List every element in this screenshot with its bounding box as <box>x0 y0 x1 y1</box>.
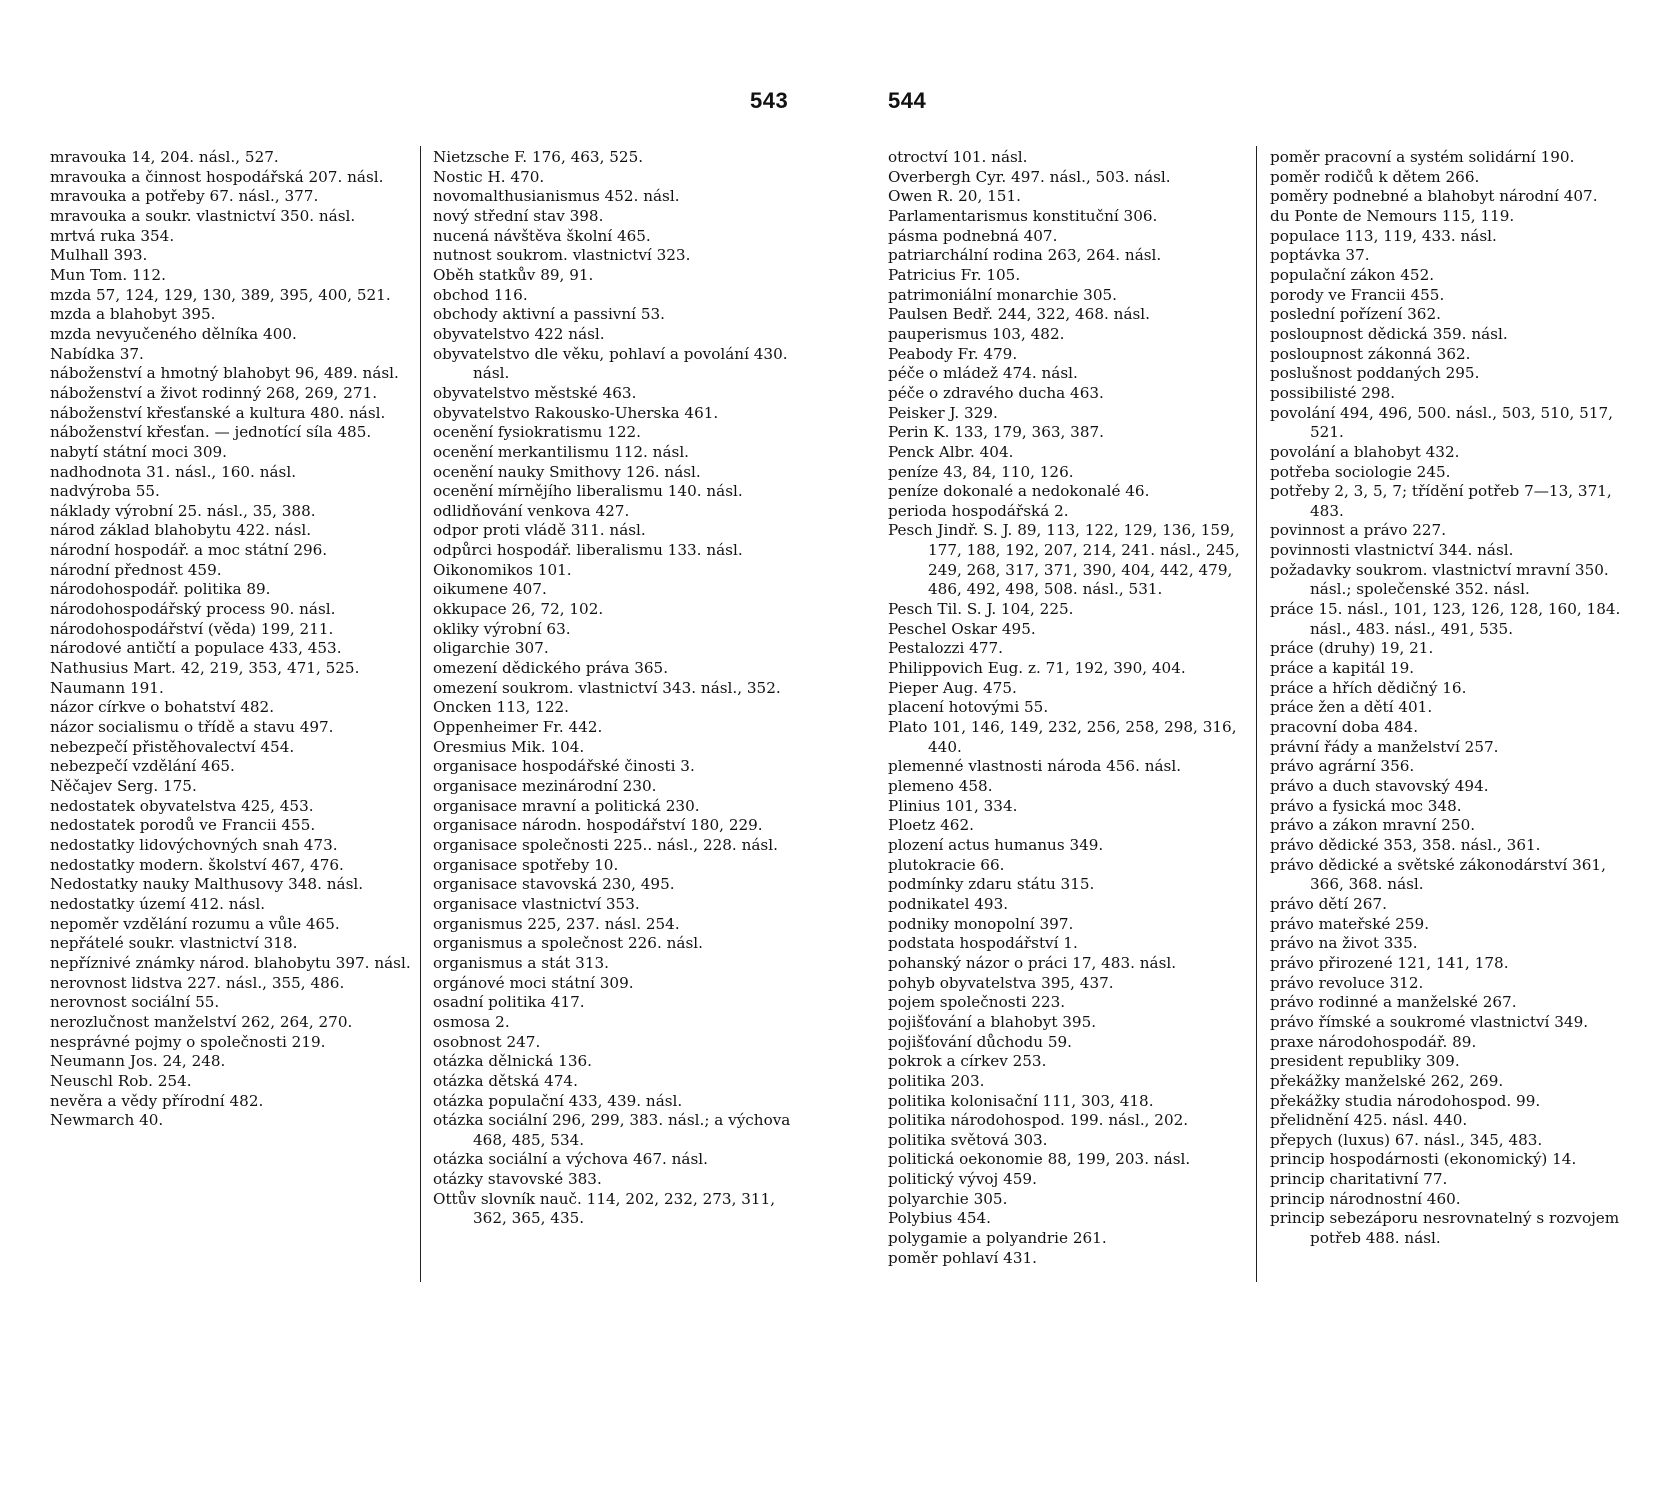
index-entry: Neuschl Rob. 254. <box>50 1071 192 1090</box>
index-entry: poptávka 37. <box>1270 246 1370 265</box>
index-entry: nepoměr vzdělání rozumu a vůle 465. <box>50 914 340 933</box>
index-entry: princip hospodárnosti (ekonomický) 14. <box>1270 1150 1577 1169</box>
index-entry: nepřátelé soukr. vlastnictví 318. <box>50 934 298 953</box>
index-entry: nedostatek porodů ve Francii 455. <box>50 816 316 835</box>
index-entry: otázka dělnická 136. <box>433 1052 593 1071</box>
index-column-3 <box>888 148 1250 1268</box>
index-entry: podniky monopolní 397. <box>888 914 1074 933</box>
index-entry: plemeno 458. <box>888 777 993 795</box>
index-entry: náboženství křesťan. — jednotící síla 485. <box>50 423 372 442</box>
index-entry: poměr pohlaví 431. <box>888 1248 1037 1267</box>
index-entry: Ottův slovník nauč. 114, 202, 232, 273, 311, 362, 365, 435. <box>433 1189 776 1228</box>
index-entry: náboženství křesťanské a kultura 480. násl. <box>50 403 386 422</box>
index-entry: otázka dětská 474. <box>433 1071 578 1090</box>
index-entry: oligarchie 307. <box>433 639 549 658</box>
index-entry: princip charitativní 77. <box>1270 1170 1448 1189</box>
index-entry: mravouka a soukr. vlastnictví 350. násl. <box>50 206 356 225</box>
index-entry: possibilisté 298. <box>1270 383 1396 402</box>
index-entry: Paulsen Bedř. 244, 322, 468. násl. <box>888 305 1150 324</box>
index-entry: otázka sociální a výchova 467. násl. <box>433 1150 708 1169</box>
index-entry: nucená návštěva školní 465. <box>433 226 651 245</box>
index-entry: ocenění merkantilismu 112. násl. <box>433 442 689 461</box>
index-entry: obyvatelstvo dle věku, pohlaví a povolání 430. násl. <box>433 344 788 383</box>
index-entry: národové antičtí a populace 433, 453. <box>50 639 342 658</box>
index-entry: právo rodinné a manželské 267. <box>1270 993 1517 1012</box>
index-entry: pohyb obyvatelstva 395, 437. <box>888 973 1114 992</box>
index-entry: národohospodářství (věda) 199, 211. <box>50 619 334 638</box>
index-entry: národ základ blahobytu 422. násl. <box>50 521 312 540</box>
index-entry: mzda nevyučeného dělníka 400. <box>50 324 297 343</box>
index-entry: peníze 43, 84, 110, 126. <box>888 462 1074 481</box>
index-entry: polyarchie 305. <box>888 1189 1008 1208</box>
index-entry: náklady výrobní 25. násl., 35, 388. <box>50 501 316 520</box>
index-entry: nutnost soukrom. vlastnictví 323. <box>433 246 691 265</box>
index-entry: otázka populační 433, 439. násl. <box>433 1091 683 1110</box>
index-entry: pokrok a církev 253. <box>888 1052 1047 1071</box>
index-entry: obyvatelstvo Rakousko-Uherska 461. <box>433 403 719 422</box>
index-entry: poslušnost poddaných 295. <box>1270 364 1480 383</box>
index-entry: pásma podnebná 407. <box>888 226 1058 245</box>
index-entry: organismus 225, 237. násl. 254. <box>433 914 680 933</box>
index-entry: názor socialismu o třídě a stavu 497. <box>50 718 334 737</box>
index-entry: Pestalozzi 477. <box>888 639 1003 658</box>
index-entry: Oppenheimer Fr. 442. <box>433 718 603 737</box>
index-entry: právní řády a manželství 257. <box>1270 737 1499 756</box>
index-entry: práce 15. násl., 101, 123, 126, 128, 160, 184. násl., 483. násl., 491, 535. <box>1270 600 1621 638</box>
index-entry: otroctví 101. násl. <box>888 148 1028 166</box>
index-entry: populační zákon 452. <box>1270 265 1435 284</box>
index-entry: organisace mravní a politická 230. <box>433 796 700 815</box>
index-entry: peníze dokonalé a nedokonalé 46. <box>888 482 1150 501</box>
index-entry: politická oekonomie 88, 199, 203. násl. <box>888 1150 1191 1169</box>
index-entry: princip národnostní 460. <box>1270 1189 1461 1208</box>
index-entry: nesprávné pojmy o společnosti 219. <box>50 1032 326 1051</box>
index-entry: mzda 57, 124, 129, 130, 389, 395, 400, 521. <box>50 285 391 304</box>
index-entry: právo římské a soukromé vlastnictví 349. <box>1270 1012 1589 1031</box>
index-entry: posloupnost zákonná 362. <box>1270 344 1471 363</box>
column-divider-left <box>420 146 421 1282</box>
index-entry: podstata hospodářství 1. <box>888 934 1078 953</box>
index-entry: nerovnost sociální 55. <box>50 993 220 1012</box>
index-entry: nevěra a vědy přírodní 482. <box>50 1091 264 1110</box>
index-entry: nepříznivé známky národ. blahobytu 397. násl. <box>50 953 411 972</box>
index-entry: pojem společnosti 223. <box>888 993 1066 1012</box>
index-entry: Oikonomikos 101. <box>433 560 572 579</box>
index-entry: du Ponte de Nemours 115, 119. <box>1270 206 1515 225</box>
index-entry: mravouka a činnost hospodářská 207. násl. <box>50 167 384 186</box>
index-entry: patrimoniální monarchie 305. <box>888 285 1117 304</box>
index-entry: práce a kapitál 19. <box>1270 659 1415 678</box>
index-entry: organisace národn. hospodářství 180, 229. <box>433 816 763 835</box>
index-entry: povinnosti vlastnictví 344. násl. <box>1270 541 1514 560</box>
page-number-left: 543 <box>750 88 789 113</box>
index-entry: obchody aktivní a passivní 53. <box>433 305 665 324</box>
index-entry: mravouka a potřeby 67. násl., 377. <box>50 187 319 206</box>
index-entry: právo a duch stavovský 494. <box>1270 777 1489 795</box>
index-entry: odpor proti vládě 311. násl. <box>433 521 646 540</box>
index-entry: práce žen a dětí 401. <box>1270 698 1433 717</box>
index-entry: názor církve o bohatství 482. <box>50 698 275 717</box>
index-entry: práce (druhy) 19, 21. <box>1270 639 1434 658</box>
index-entry: posloupnost dědická 359. násl. <box>1270 324 1508 343</box>
index-entry: nabytí státní moci 309. <box>50 442 227 461</box>
index-entry: Philippovich Eug. z. 71, 192, 390, 404. <box>888 659 1186 678</box>
index-entry: Nedostatky nauky Malthusovy 348. násl. <box>50 875 364 894</box>
index-entry: poslední pořízení 362. <box>1270 305 1441 324</box>
index-entry: národohospodář. politika 89. <box>50 580 271 599</box>
index-entry: právo na život 335. <box>1270 934 1418 953</box>
index-entry: Plato 101, 146, 149, 232, 256, 258, 298, 316, 440. <box>888 718 1237 756</box>
index-entry: obyvatelstvo 422 násl. <box>433 324 605 343</box>
index-entry: Nathusius Mart. 42, 219, 353, 471, 525. <box>50 659 360 678</box>
index-entry: ocenění fysiokratismu 122. <box>433 423 641 442</box>
index-entry: Mulhall 393. <box>50 246 148 265</box>
index-entry: novomalthusianismus 452. násl. <box>433 187 680 206</box>
index-entry: poměry podnebné a blahobyt národní 407. <box>1270 187 1598 206</box>
index-entry: Oběh statkův 89, 91. <box>433 265 594 284</box>
index-entry: nadvýroba 55. <box>50 482 160 501</box>
index-entry: podmínky zdaru státu 315. <box>888 875 1095 894</box>
index-entry: poměr rodičů k dětem 266. <box>1270 167 1480 186</box>
index-entry: náboženství a hmotný blahobyt 96, 489. násl. <box>50 364 399 383</box>
index-entry: plození actus humanus 349. <box>888 835 1104 854</box>
index-entry: Pieper Aug. 475. <box>888 678 1017 697</box>
index-entry: ocenění mírnějího liberalismu 140. násl. <box>433 482 743 501</box>
index-column-4 <box>1270 148 1640 1249</box>
index-entry: Ploetz 462. <box>888 816 974 835</box>
index-column-1 <box>50 148 412 1131</box>
index-entry: porody ve Francii 455. <box>1270 285 1445 304</box>
index-entry: Parlamentarismus konstituční 306. <box>888 206 1158 225</box>
index-entry: právo agrární 356. <box>1270 757 1415 776</box>
index-entry: plemenné vlastnosti národa 456. násl. <box>888 757 1182 776</box>
index-entry: populace 113, 119, 433. násl. <box>1270 226 1497 245</box>
index-entry: podnikatel 493. <box>888 894 1009 913</box>
index-entry: oikumene 407. <box>433 580 547 599</box>
index-entry: pojišťování a blahobyt 395. <box>888 1012 1097 1031</box>
index-entry: právo mateřské 259. <box>1270 914 1430 933</box>
index-column-2 <box>433 148 795 1229</box>
index-entry: okkupace 26, 72, 102. <box>433 600 604 619</box>
index-entry: poměr pracovní a systém solidární 190. <box>1270 148 1575 166</box>
index-entry: nový střední stav 398. <box>433 206 604 225</box>
index-entry: překážky studia národohospod. 99. <box>1270 1091 1541 1110</box>
index-entry: obyvatelstvo městské 463. <box>433 383 637 402</box>
index-entry: potřeba sociologie 245. <box>1270 462 1451 481</box>
index-entry: otázka sociální 296, 299, 383. násl.; a výchova 468, 485, 534. <box>433 1111 791 1149</box>
index-entry: péče o zdravého ducha 463. <box>888 383 1104 402</box>
index-entry: politika národohospod. 199. násl., 202. <box>888 1111 1189 1130</box>
index-entry: povolání a blahobyt 432. <box>1270 442 1460 461</box>
index-entry: omezení soukrom. vlastnictví 343. násl., 352. <box>433 678 781 697</box>
index-entry: národohospodářský process 90. násl. <box>50 600 336 619</box>
index-entry: patriarchální rodina 263, 264. násl. <box>888 246 1162 265</box>
index-entry: Polybius 454. <box>888 1209 991 1228</box>
index-entry: právo a zákon mravní 250. <box>1270 816 1476 835</box>
page-number-right: 544 <box>888 88 927 113</box>
index-entry: politika světová 303. <box>888 1130 1048 1149</box>
index-entry: právo dědické 353, 358. násl., 361. <box>1270 835 1541 854</box>
index-entry: praxe národohospodář. 89. <box>1270 1032 1477 1051</box>
index-entry: Owen R. 20, 151. <box>888 187 1021 206</box>
index-entry: Patricius Fr. 105. <box>888 265 1021 284</box>
index-entry: právo a fysická moc 348. <box>1270 796 1462 815</box>
index-entry: pojišťování důchodu 59. <box>888 1032 1072 1051</box>
index-entry: Pesch Jindř. S. J. 89, 113, 122, 129, 136, 159, 177, 188, 192, 207, 214, 241. násl., 245, 249, 268, 317, 371, 390, 404, 442, 479, 486, 492, 498, 508. násl., 531. <box>888 521 1240 599</box>
index-entry: Naumann 191. <box>50 678 164 697</box>
index-entry: Peschel Oskar 495. <box>888 619 1036 638</box>
index-entry: právo dětí 267. <box>1270 894 1387 913</box>
index-entry: princip sebezáporu nesrovnatelný s rozvojem potřeb 488. násl. <box>1270 1209 1620 1248</box>
index-entry: Nabídka 37. <box>50 344 144 363</box>
index-entry: nedostatky lidovýchovných snah 473. <box>50 835 338 854</box>
index-entry: organisace mezinárodní 230. <box>433 777 657 795</box>
index-entry: otázky stavovské 383. <box>433 1170 602 1189</box>
index-entry: překážky manželské 262, 269. <box>1270 1071 1504 1090</box>
index-entry: mravouka 14, 204. násl., 527. <box>50 148 279 166</box>
index-entry: placení hotovými 55. <box>888 698 1049 717</box>
index-entry: péče o mládež 474. násl. <box>888 364 1078 383</box>
index-entry: práce a hřích dědičný 16. <box>1270 678 1467 697</box>
index-entry: ocenění nauky Smithovy 126. násl. <box>433 462 701 481</box>
index-entry: osmosa 2. <box>433 1012 510 1031</box>
index-entry: polygamie a polyandrie 261. <box>888 1229 1107 1248</box>
index-entry: perioda hospodářská 2. <box>888 501 1069 520</box>
index-entry: Neumann Jos. 24, 248. <box>50 1052 226 1071</box>
index-entry: Oncken 113, 122. <box>433 698 569 717</box>
index-entry: organismus a stát 313. <box>433 953 609 972</box>
index-entry: Pesch Til. S. J. 104, 225. <box>888 600 1074 619</box>
index-entry: právo dědické a světské zákonodárství 361, 366, 368. násl. <box>1270 855 1606 894</box>
index-entry: nedostatky území 412. násl. <box>50 894 266 913</box>
index-entry: požadavky soukrom. vlastnictví mravní 350. násl.; společenské 352. násl. <box>1270 560 1609 599</box>
index-entry: Plinius 101, 334. <box>888 796 1018 815</box>
index-entry: organisace hospodářské činosti 3. <box>433 757 695 776</box>
index-entry: nebezpečí přistěhovalectví 454. <box>50 737 295 756</box>
index-entry: Newmarch 40. <box>50 1111 164 1130</box>
index-entry: povolání 494, 496, 500. násl., 503, 510, 517, 521. <box>1270 403 1613 442</box>
index-entry: Peisker J. 329. <box>888 403 998 422</box>
index-entry: pohanský názor o práci 17, 483. násl. <box>888 953 1177 972</box>
index-entry: Mun Tom. 112. <box>50 265 166 284</box>
index-entry: Penck Albr. 404. <box>888 442 1014 461</box>
index-entry: mrtvá ruka 354. <box>50 226 175 245</box>
index-entry: Oresmius Mik. 104. <box>433 737 585 756</box>
index-entry: president republiky 309. <box>1270 1052 1460 1071</box>
index-entry: obchod 116. <box>433 285 528 304</box>
index-entry: právo přirozené 121, 141, 178. <box>1270 953 1509 972</box>
index-entry: Peabody Fr. 479. <box>888 344 1018 363</box>
index-entry: nedostatek obyvatelstva 425, 453. <box>50 796 314 815</box>
column-divider-right <box>1256 146 1257 1282</box>
index-entry: Nostic H. 470. <box>433 167 545 186</box>
index-entry: politika 203. <box>888 1071 985 1090</box>
index-entry: nedostatky modern. školství 467, 476. <box>50 855 344 874</box>
index-entry: organisace společnosti 225.. násl., 228. násl. <box>433 835 778 854</box>
index-entry: národní hospodář. a moc státní 296. <box>50 541 328 560</box>
index-entry: právo revoluce 312. <box>1270 973 1424 992</box>
index-entry: Něčajev Serg. 175. <box>50 777 197 795</box>
index-entry: Perin K. 133, 179, 363, 387. <box>888 423 1104 442</box>
index-entry: osadní politika 417. <box>433 993 585 1012</box>
index-entry: nadhodnota 31. násl., 160. násl. <box>50 462 297 481</box>
index-entry: náboženství a život rodinný 268, 269, 271. <box>50 383 378 402</box>
index-entry: politický vývoj 459. <box>888 1170 1037 1189</box>
index-entry: odpůrci hospodář. liberalismu 133. násl. <box>433 541 743 560</box>
index-entry: přepych (luxus) 67. násl., 345, 483. <box>1270 1130 1543 1149</box>
index-entry: povinnost a právo 227. <box>1270 521 1447 540</box>
index-entry: mzda a blahobyt 395. <box>50 305 216 324</box>
index-entry: nebezpečí vzdělání 465. <box>50 757 235 776</box>
index-entry: pauperismus 103, 482. <box>888 324 1065 343</box>
index-entry: orgánové moci státní 309. <box>433 973 634 992</box>
index-entry: plutokracie 66. <box>888 855 1005 874</box>
index-entry: nerovnost lidstva 227. násl., 355, 486. <box>50 973 345 992</box>
index-entry: přelidnění 425. násl. 440. <box>1270 1111 1468 1130</box>
index-entry: potřeby 2, 3, 5, 7; třídění potřeb 7—13, 371, 483. <box>1270 482 1612 520</box>
index-entry: národní přednost 459. <box>50 560 222 579</box>
index-entry: organisace spotřeby 10. <box>433 855 619 874</box>
index-entry: omezení dědického práva 365. <box>433 659 669 678</box>
index-entry: okliky výrobní 63. <box>433 619 571 638</box>
index-entry: odlidňování venkova 427. <box>433 501 630 520</box>
index-entry: Nietzsche F. 176, 463, 525. <box>433 148 644 166</box>
index-entry: Overbergh Cyr. 497. násl., 503. násl. <box>888 167 1171 186</box>
index-entry: politika kolonisační 111, 303, 418. <box>888 1091 1154 1110</box>
index-entry: osobnost 247. <box>433 1032 541 1051</box>
index-entry: organisace stavovská 230, 495. <box>433 875 675 894</box>
index-entry: organisace vlastnictví 353. <box>433 894 640 913</box>
index-entry: pracovní doba 484. <box>1270 718 1419 737</box>
index-entry: organismus a společnost 226. násl. <box>433 934 703 953</box>
index-entry: nerozlučnost manželství 262, 264, 270. <box>50 1012 353 1031</box>
